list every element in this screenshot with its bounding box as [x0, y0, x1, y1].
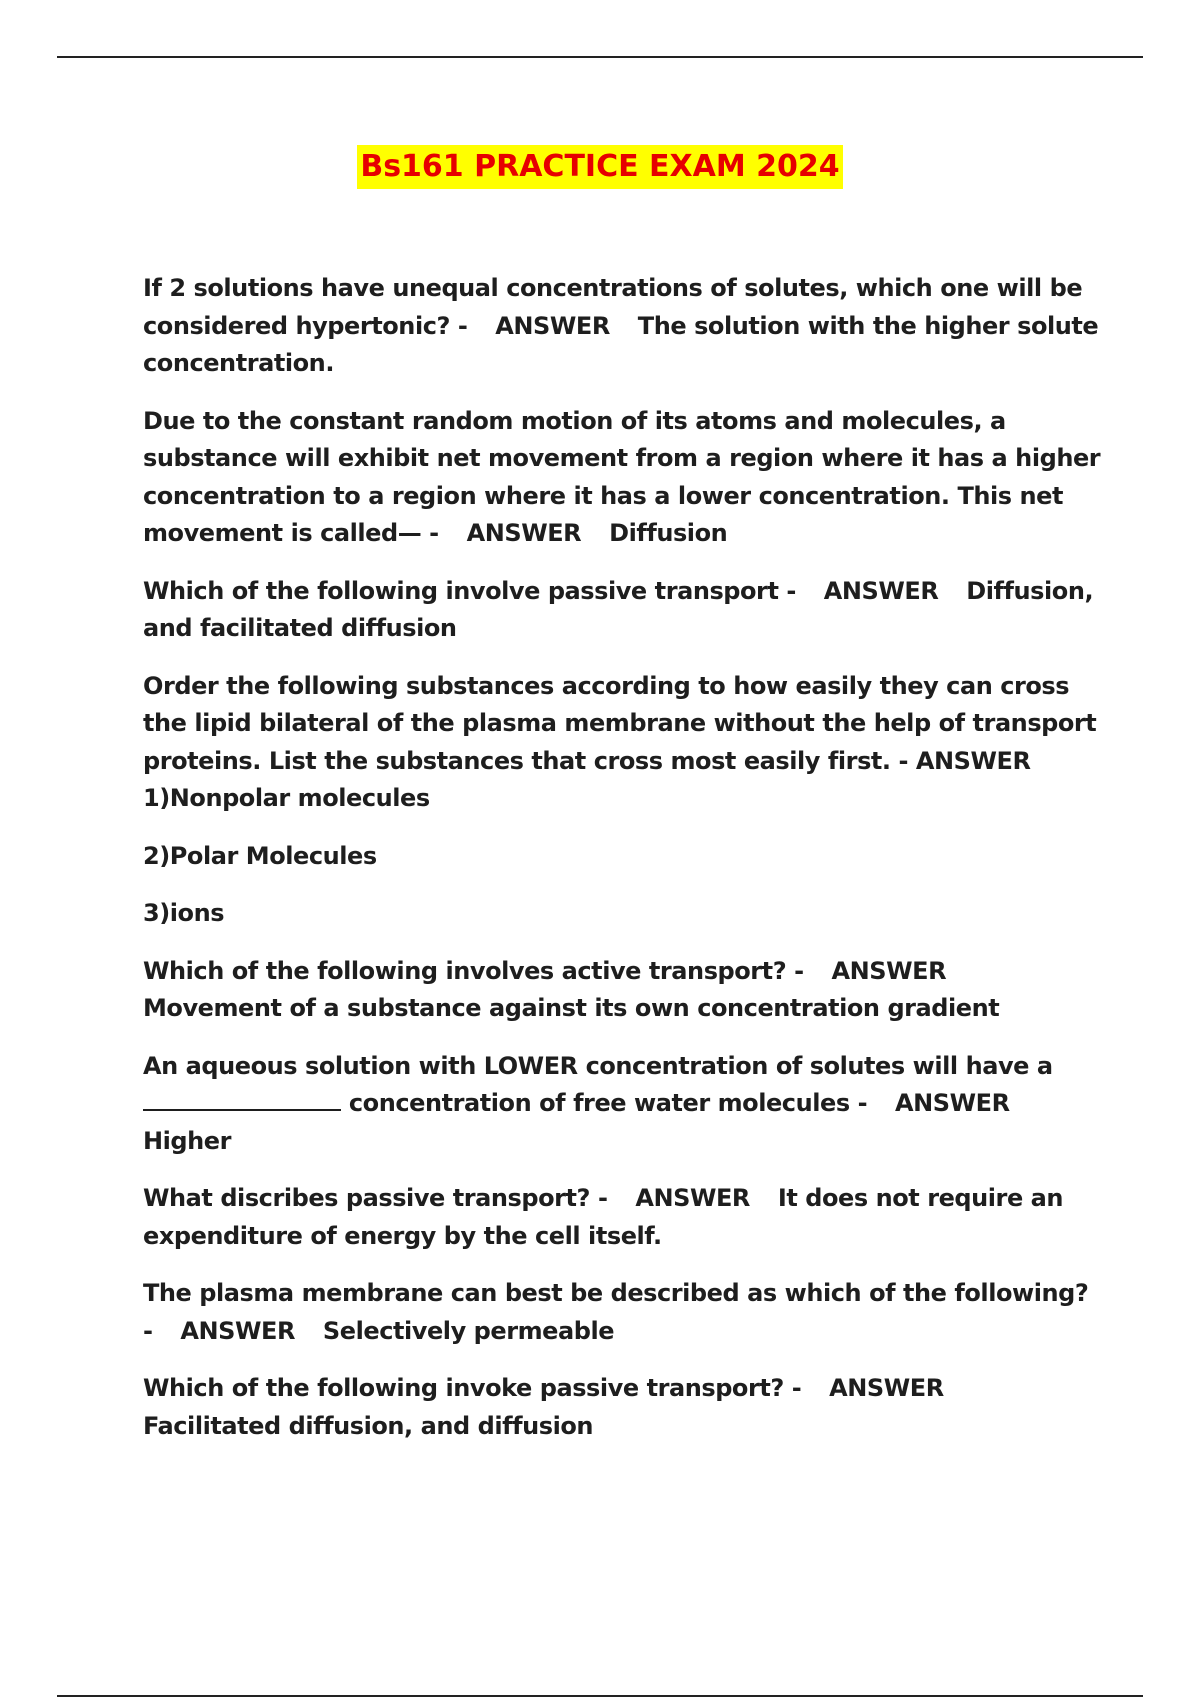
- qa-item: [143, 1180, 1103, 1255]
- answer-text: Selectively permeable: [322, 1316, 615, 1345]
- answer-continuation: 2)Polar Molecules: [143, 841, 377, 870]
- bottom-rule: [57, 1695, 1143, 1697]
- qa-item: [143, 953, 1103, 1028]
- question-text: concentration of free water molecules -: [348, 1089, 868, 1117]
- answer-label: ANSWER: [495, 311, 610, 340]
- document-title: Bs161 PRACTICE EXAM 2024: [357, 145, 842, 189]
- qa-item: [143, 1370, 1103, 1445]
- qa-item: [143, 1275, 1103, 1350]
- title-container: [0, 145, 1200, 189]
- qa-item: [143, 1048, 1103, 1161]
- question-text: Which of the following involves active transport? -: [143, 956, 804, 985]
- answer-text: Movement of a substance against its own concentration gradient: [143, 994, 1000, 1022]
- answer-label: ANSWER: [635, 1184, 750, 1212]
- answer-label: ANSWER: [831, 956, 947, 985]
- qa-item: [143, 270, 1103, 383]
- answer-label: ANSWER: [180, 1316, 296, 1345]
- question-text: An aqueous solution with LOWER concentration of solutes will have a: [143, 1051, 1053, 1080]
- qa-list: [143, 270, 1103, 1465]
- answer-continuation: 3)ions: [143, 899, 225, 927]
- answer-text: Diffusion, and facilitated diffusion: [143, 576, 1094, 642]
- question-text: Due to the constant random motion of its atoms and molecules, a substance will exhibit net movement from a region where it has a higher concentration to a region where it has a lower concentration. This net movement is called— -: [143, 406, 1101, 547]
- answer-label: ANSWER: [915, 746, 1031, 775]
- answer-text: Diffusion: [609, 519, 728, 547]
- qa-item: [143, 668, 1103, 818]
- question-text: If 2 solutions have unequal concentrations of solutes, which one will be considered hypertonic? -: [143, 274, 1083, 340]
- answer-label: ANSWER: [895, 1089, 1010, 1117]
- qa-item: [143, 403, 1103, 553]
- answer-label: ANSWER: [829, 1374, 944, 1402]
- answer-text: 1)Nonpolar molecules: [143, 784, 430, 812]
- fill-in-blank: [143, 1089, 341, 1111]
- answer-text: Higher: [143, 1126, 231, 1155]
- question-text: Order the following substances according to how easily they can cross the lipid bilateral of the plasma membrane without the help of transport proteins. List the substances that cross most easily first. -: [143, 671, 1097, 775]
- answer-label: ANSWER: [466, 519, 582, 547]
- question-text: What discribes passive transport? -: [143, 1184, 608, 1212]
- answer-label: ANSWER: [823, 576, 939, 605]
- question-text: The plasma membrane can best be described as which of the following? -: [143, 1279, 1089, 1345]
- answer-text: The solution with the higher solute concentration.: [143, 311, 1099, 377]
- question-text: Which of the following involve passive transport -: [143, 576, 796, 605]
- qa-item: [143, 573, 1103, 648]
- top-rule: [57, 56, 1143, 58]
- answer-text: Facilitated diffusion, and diffusion: [143, 1411, 594, 1440]
- question-text: Which of the following invoke passive transport? -: [143, 1374, 802, 1402]
- answer-text: It does not require an expenditure of energy by the cell itself.: [143, 1184, 1064, 1250]
